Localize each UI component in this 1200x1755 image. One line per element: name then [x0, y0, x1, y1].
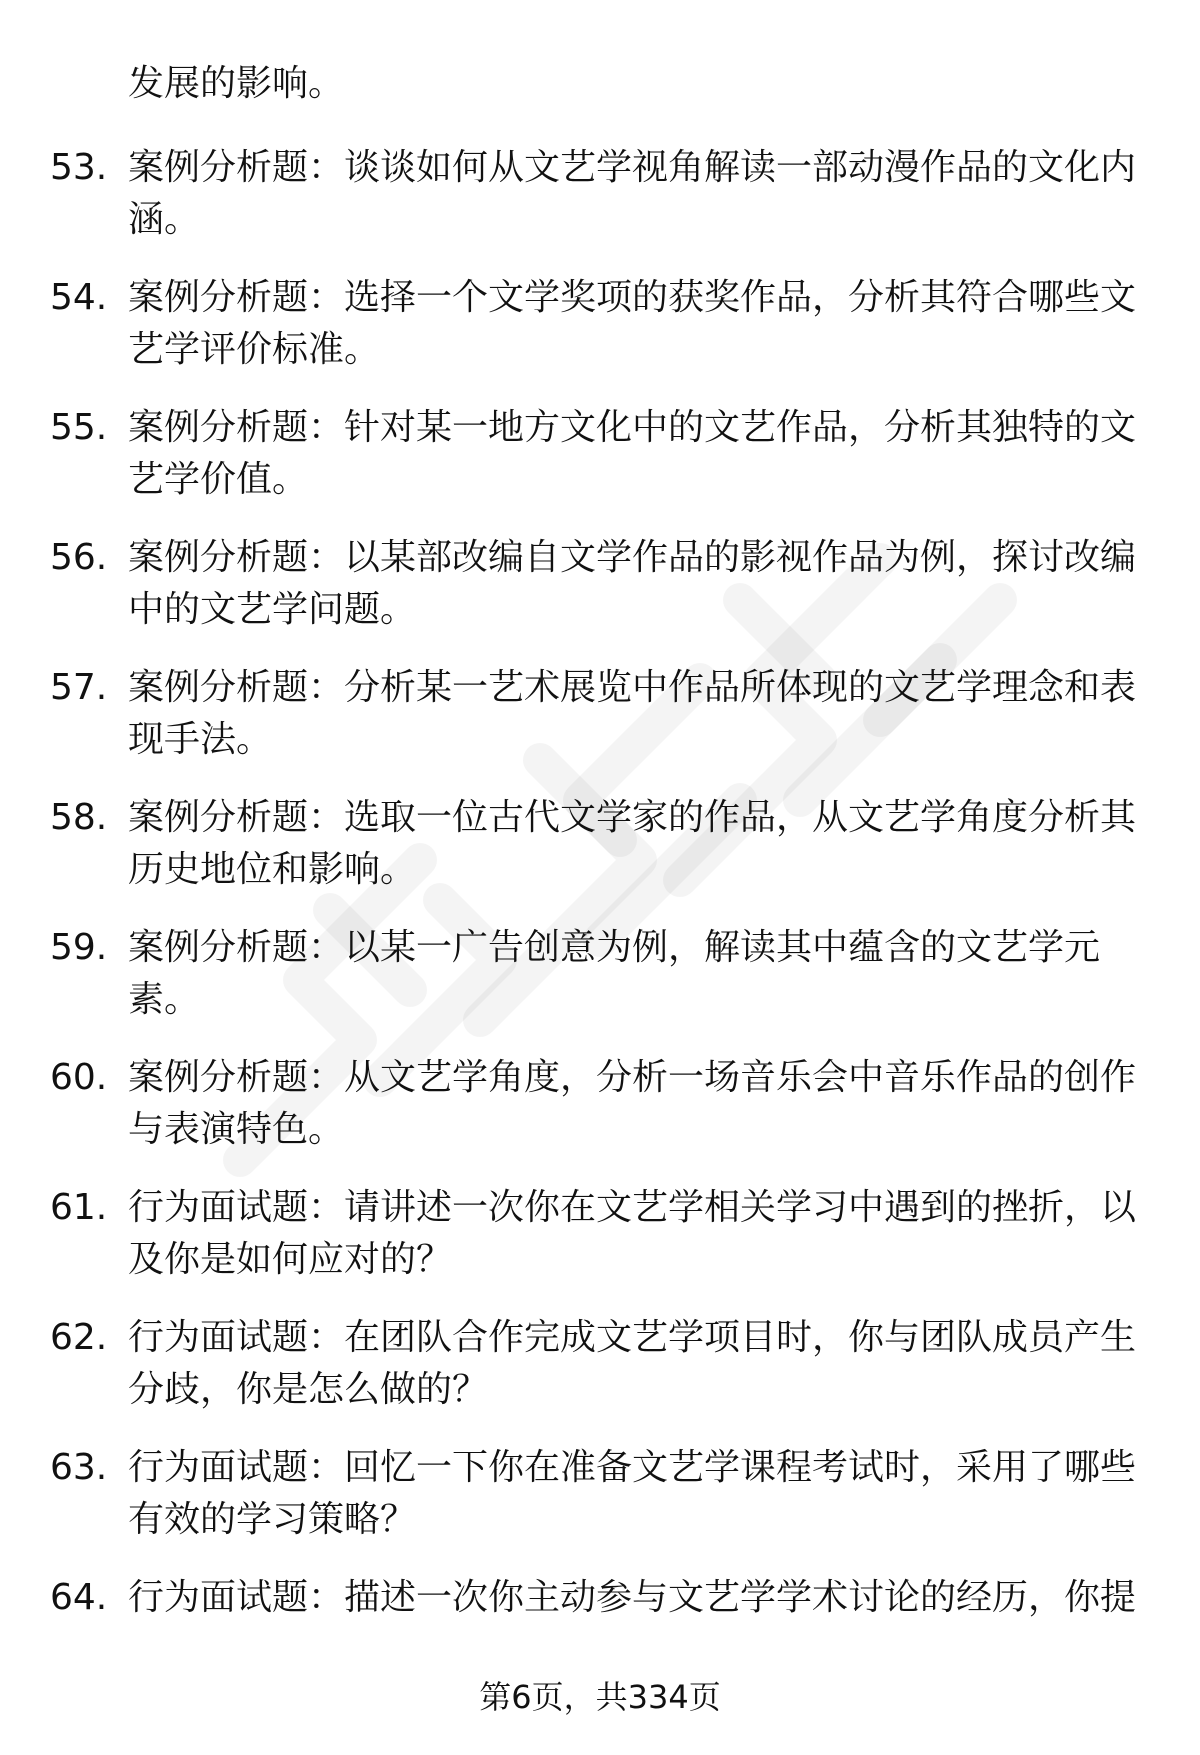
- question-text: 行为面试题：描述一次你主动参与文艺学学术讨论的经历，你提: [128, 1577, 1137, 1618]
- question-number: 56.: [50, 537, 108, 578]
- question-text: 案例分析题：谈谈如何从文艺学视角解读一部动漫作品的文化内涵。: [128, 147, 1137, 240]
- question-text: 行为面试题：回忆一下你在准备文艺学课程考试时，采用了哪些有效的学习策略？: [128, 1447, 1137, 1540]
- question-number: 53.: [50, 147, 108, 188]
- question-item: [50, 142, 1145, 246]
- question-number: 54.: [50, 277, 108, 318]
- question-list: [50, 142, 1145, 1650]
- question-number: 62.: [50, 1317, 108, 1358]
- question-item: [50, 1182, 1145, 1286]
- question-item: [50, 532, 1145, 636]
- question-number: 59.: [50, 927, 108, 968]
- question-item: [50, 1442, 1145, 1546]
- question-text: 案例分析题：针对某一地方文化中的文艺作品，分析其独特的文艺学价值。: [128, 407, 1137, 500]
- continuation-text: 发展的影响。: [128, 63, 345, 104]
- question-item: [50, 922, 1145, 1026]
- question-item: [50, 1312, 1145, 1416]
- question-item: [50, 662, 1145, 766]
- question-item: [50, 272, 1145, 376]
- question-number: 64.: [50, 1577, 108, 1618]
- question-number: 55.: [50, 407, 108, 448]
- question-item: [50, 1052, 1145, 1156]
- page-number-footer: 第6页，共334页: [479, 1678, 721, 1716]
- question-text: 案例分析题：选取一位古代文学家的作品，从文艺学角度分析其历史地位和影响。: [128, 797, 1137, 890]
- question-number: 63.: [50, 1447, 108, 1488]
- question-number: 58.: [50, 797, 108, 838]
- question-text: 行为面试题：请讲述一次你在文艺学相关学习中遇到的挫折，以及你是如何应对的？: [128, 1187, 1137, 1280]
- question-text: 案例分析题：以某部改编自文学作品的影视作品为例，探讨改编中的文艺学问题。: [128, 537, 1137, 630]
- question-text: 案例分析题：分析某一艺术展览中作品所体现的文艺学理念和表现手法。: [128, 667, 1137, 760]
- question-item: [50, 1572, 1145, 1624]
- question-number: 60.: [50, 1057, 108, 1098]
- question-text: 行为面试题：在团队合作完成文艺学项目时，你与团队成员产生分歧，你是怎么做的？: [128, 1317, 1137, 1410]
- question-item: [50, 792, 1145, 896]
- question-text: 案例分析题：从文艺学角度，分析一场音乐会中音乐作品的创作与表演特色。: [128, 1057, 1137, 1150]
- question-text: 案例分析题：以某一广告创意为例，解读其中蕴含的文艺学元素。: [128, 927, 1101, 1020]
- question-number: 61.: [50, 1187, 108, 1228]
- question-item: [50, 402, 1145, 506]
- question-text: 案例分析题：选择一个文学奖项的获奖作品，分析其符合哪些文艺学评价标准。: [128, 277, 1137, 370]
- question-number: 57.: [50, 667, 108, 708]
